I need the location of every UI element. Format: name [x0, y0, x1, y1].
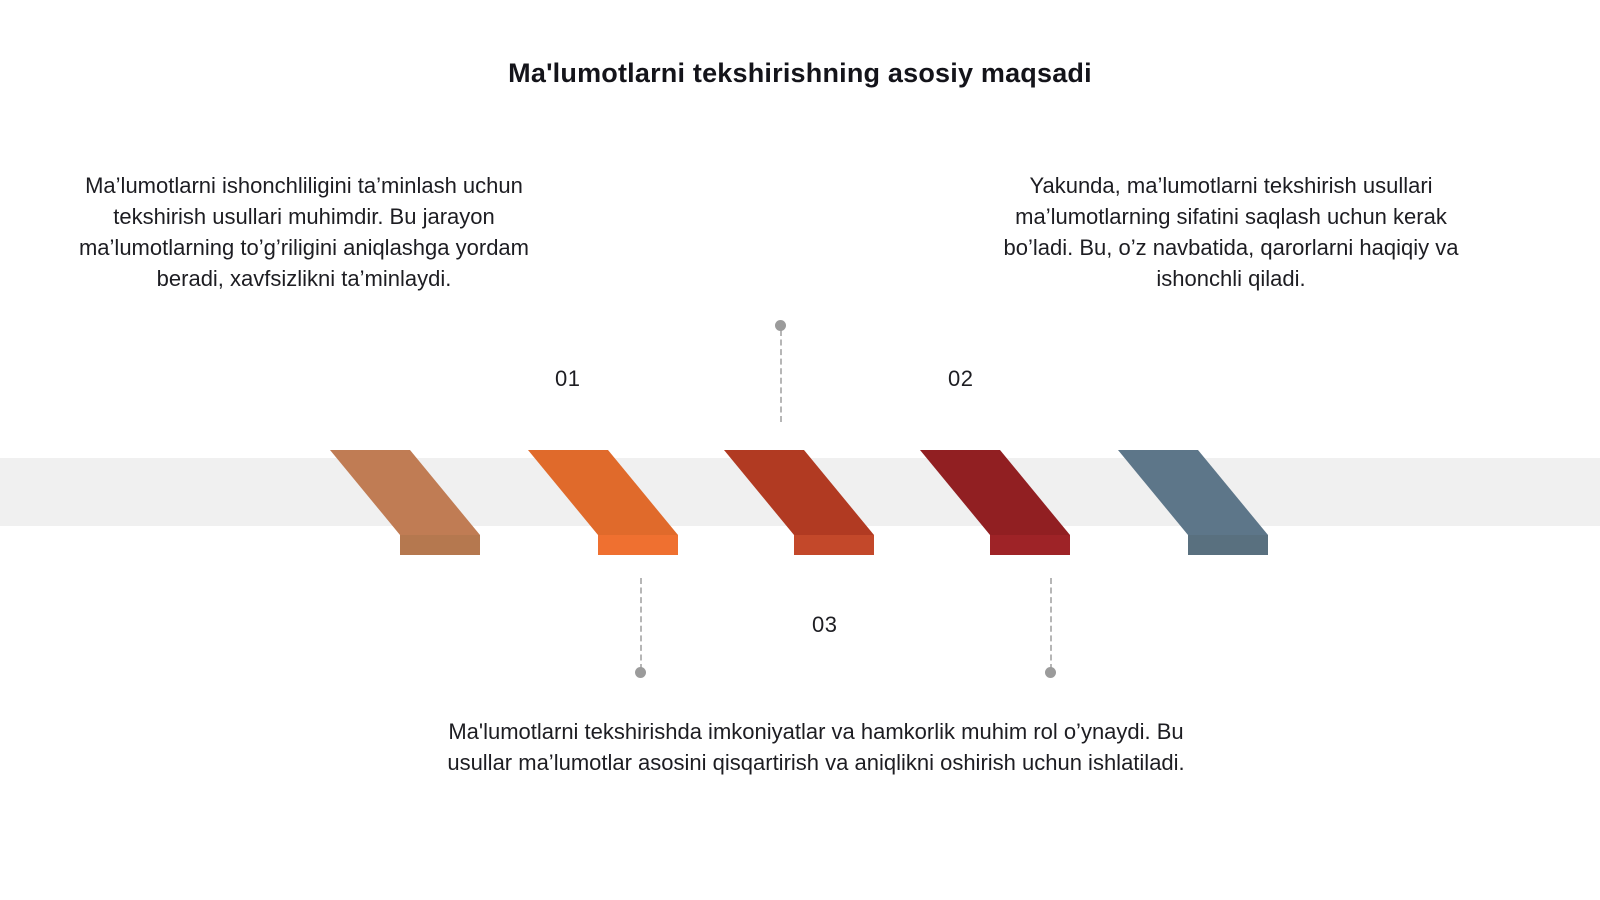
ribbon-4 [920, 430, 1070, 555]
step-3-description: Ma'lumotlarni tekshirishda imkoniyatlar va hamkorlik muhim rol o’ynaydi. Bu usullar ma’lumotlar asosini qisqartirish va aniqlikni oshirish uchun ishlatiladi. [447, 719, 1185, 775]
ribbon-3 [724, 430, 874, 555]
connector-line-top [780, 330, 782, 422]
connector-line-bottom-left [640, 578, 642, 670]
step-1-number: 01 [555, 366, 581, 391]
connector-line-bottom-right [1050, 578, 1052, 670]
page-title: Ma'lumotlarni tekshirishning asosiy maqsadi [508, 58, 1092, 88]
step-3-number: 03 [812, 612, 838, 637]
ribbon-1 [330, 430, 480, 555]
step-2-description: Yakunda, ma’lumotlarni tekshirish usullari ma’lumotlarning sifatini saqlash uchun kerak bo’ladi. Bu, o’z navbatida, qarorlarni haqiqiy va ishonchli qiladi. [1003, 173, 1459, 291]
ribbon-2 [528, 430, 678, 555]
connector-dot-bottom-right [1045, 667, 1056, 678]
step-1-description: Ma’lumotlarni ishonchliligini ta’minlash uchun tekshirish usullari muhimdir. Bu jarayon ma’lumotlarning to’g’riligini aniqlashga yordam beradi, xavfsizlikni ta’minlaydi. [78, 173, 529, 291]
connector-dot-bottom-left [635, 667, 646, 678]
connector-dot-top [775, 320, 786, 331]
ribbon-group [0, 430, 1600, 570]
step-2-number: 02 [948, 366, 974, 391]
ribbon-5 [1118, 430, 1268, 555]
